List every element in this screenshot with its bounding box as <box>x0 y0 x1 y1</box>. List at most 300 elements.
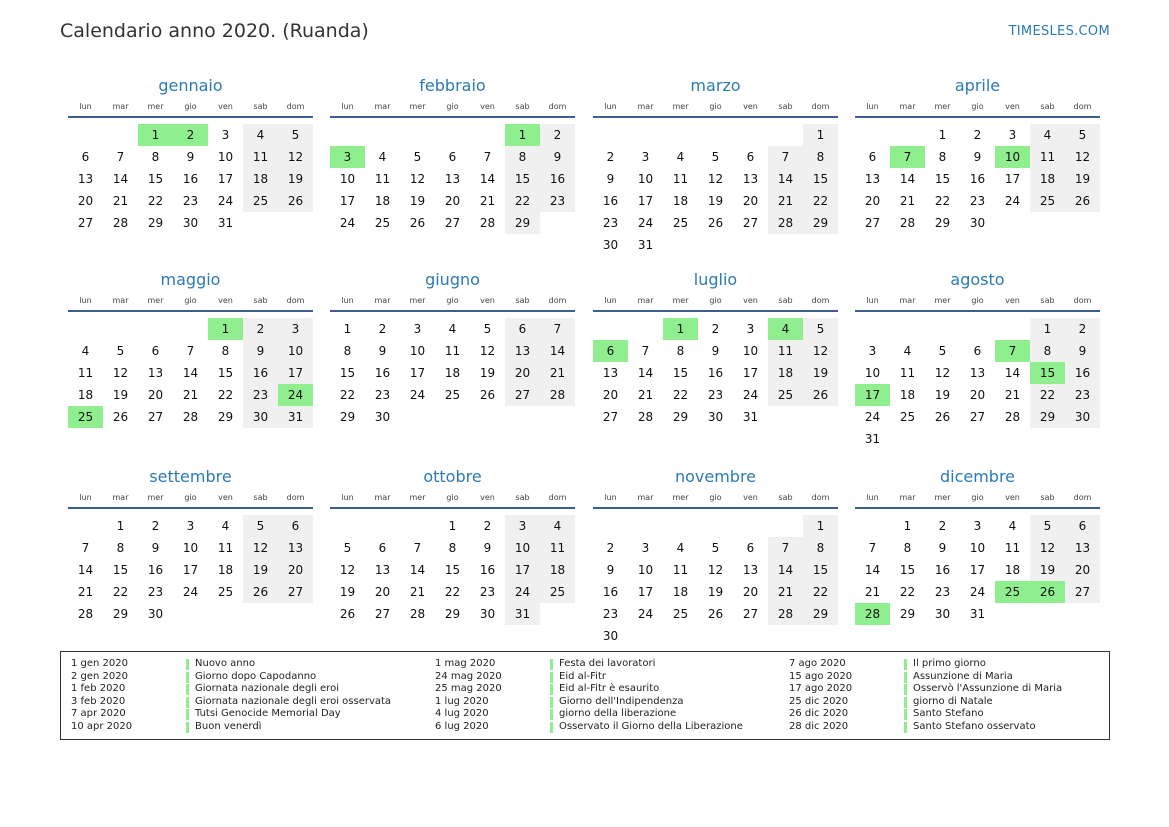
legend-date: 10 apr 2020 <box>71 720 133 732</box>
day-cell: 20 <box>742 194 759 208</box>
day-cell: 18 <box>374 194 391 208</box>
day-cell: 28 <box>768 603 803 625</box>
day-cell: 4 <box>378 150 387 164</box>
day-cell: 1 <box>116 519 125 533</box>
day-cell: 30 <box>602 629 619 643</box>
day-cell: 24 <box>217 194 234 208</box>
day-cell: 5 <box>483 322 492 336</box>
day-cell: 20 <box>742 585 759 599</box>
day-cell: 10 <box>182 541 199 555</box>
day-cell: 23 <box>243 384 278 406</box>
day-cell: 14 <box>637 366 654 380</box>
day-cell: 2 <box>606 150 615 164</box>
legend-marker <box>904 697 907 708</box>
weekday-label: sab <box>778 296 793 305</box>
day-cell: 14 <box>768 559 803 581</box>
day-cell: 19 <box>1065 168 1100 190</box>
day-cell: 14 <box>864 563 881 577</box>
weekday-label: mer <box>409 102 426 111</box>
weekday-label: gio <box>971 493 984 502</box>
weekday-label: ven <box>1005 493 1020 502</box>
day-cell: 11 <box>77 366 94 380</box>
day-cell: 25 <box>768 384 803 406</box>
weekday-label: dom <box>286 493 305 502</box>
day-cell: 6 <box>278 515 313 537</box>
legend-entry <box>779 721 1062 734</box>
day-cell: 27 <box>505 384 540 406</box>
weekday-header <box>593 489 838 509</box>
day-cell: 2 <box>540 124 575 146</box>
day-cell: 25 <box>374 216 391 230</box>
weekday-label: gio <box>971 102 984 111</box>
page-title: Calendario anno 2020. (Ruanda) <box>60 20 369 42</box>
day-cell: 4 <box>676 541 685 555</box>
day-cell: 12 <box>112 366 129 380</box>
day-cell: 14 <box>112 172 129 186</box>
day-cell: 20 <box>864 194 881 208</box>
day-cell: 5 <box>243 515 278 537</box>
day-cell: 8 <box>676 344 685 358</box>
weekday-label: mer <box>147 493 164 502</box>
day-cell: 13 <box>864 172 881 186</box>
day-cell: 28 <box>768 212 803 234</box>
day-cell: 17 <box>339 194 356 208</box>
month-name: gennaio <box>158 76 223 95</box>
day-cell: 7 <box>768 146 803 168</box>
day-cell: 2 <box>151 519 160 533</box>
legend-holiday-name: Giorno dell'Indipendenza <box>559 695 684 707</box>
legend-holiday-name: Giornata nazionale degli eroi <box>195 683 339 695</box>
day-cell: 23 <box>602 607 619 621</box>
day-cell: 21 <box>77 585 94 599</box>
day-cell: 21 <box>768 190 803 212</box>
day-cell: 15 <box>217 366 234 380</box>
month-name: aprile <box>954 76 1001 95</box>
weekday-label: sab <box>253 296 268 305</box>
day-cell: 23 <box>707 388 724 402</box>
day-cell: 10 <box>217 150 234 164</box>
day-cell: 11 <box>672 563 689 577</box>
weekday-header <box>68 98 313 118</box>
legend-date: 1 feb 2020 <box>71 683 126 695</box>
day-cell: 22 <box>672 388 689 402</box>
weekday-label: mar <box>374 493 391 502</box>
day-cell: 7 <box>413 541 422 555</box>
day-cell: 26 <box>479 388 496 402</box>
day-cell: 16 <box>707 366 724 380</box>
day-cell: 8 <box>1030 340 1065 362</box>
day-cell: 15 <box>899 563 916 577</box>
legend-column <box>425 658 743 734</box>
day-cell: 20 <box>1065 559 1100 581</box>
day-cell: 27 <box>77 216 94 230</box>
day-cell: 1 <box>803 124 838 146</box>
holiday-day-cell: 4 <box>768 318 803 340</box>
day-cell: 18 <box>540 559 575 581</box>
legend-column <box>779 658 1062 734</box>
weekday-label: sab <box>1040 493 1055 502</box>
day-cell: 8 <box>803 146 838 168</box>
day-cell: 17 <box>182 563 199 577</box>
day-cell: 17 <box>505 559 540 581</box>
weekday-header <box>68 292 313 312</box>
day-cell: 24 <box>182 585 199 599</box>
day-cell: 29 <box>1030 406 1065 428</box>
weekday-label: mar <box>374 296 391 305</box>
day-cell: 23 <box>969 194 986 208</box>
weekday-label: mer <box>934 493 951 502</box>
day-cell: 28 <box>637 410 654 424</box>
day-cell: 4 <box>1030 124 1065 146</box>
day-cell: 21 <box>768 581 803 603</box>
day-cell: 16 <box>479 563 496 577</box>
day-cell: 24 <box>864 410 881 424</box>
weekday-label: lun <box>866 102 879 111</box>
day-cell: 22 <box>339 388 356 402</box>
day-cell: 31 <box>742 410 759 424</box>
holiday-day-cell: 1 <box>505 124 540 146</box>
brand-link[interactable]: TIMESLES.COM <box>1008 24 1110 39</box>
day-cell: 6 <box>505 318 540 340</box>
weekday-label: mer <box>934 296 951 305</box>
day-cell: 16 <box>602 585 619 599</box>
weekday-label: ven <box>218 493 233 502</box>
day-cell: 31 <box>505 603 540 625</box>
weekday-label: ven <box>1005 296 1020 305</box>
day-grid <box>855 515 1100 625</box>
day-cell: 6 <box>448 150 457 164</box>
day-cell: 16 <box>1065 362 1100 384</box>
weekday-label: lun <box>79 493 92 502</box>
day-cell: 11 <box>1030 146 1065 168</box>
day-cell: 5 <box>711 541 720 555</box>
weekday-header <box>593 98 838 118</box>
day-grid <box>330 515 575 625</box>
day-cell: 10 <box>864 366 881 380</box>
legend-marker <box>186 659 189 670</box>
day-cell: 13 <box>278 537 313 559</box>
day-cell: 5 <box>116 344 125 358</box>
legend-entry <box>61 658 391 671</box>
day-cell: 17 <box>637 585 654 599</box>
day-cell: 24 <box>969 585 986 599</box>
day-cell: 2 <box>1065 318 1100 340</box>
weekday-label: gio <box>709 493 722 502</box>
day-cell: 2 <box>243 318 278 340</box>
day-cell: 17 <box>969 563 986 577</box>
day-cell: 30 <box>243 406 278 428</box>
legend-date: 24 mag 2020 <box>435 670 502 682</box>
day-cell: 27 <box>969 410 986 424</box>
weekday-header <box>330 98 575 118</box>
legend-marker <box>550 697 553 708</box>
day-cell: 4 <box>243 124 278 146</box>
weekday-label: sab <box>1040 296 1055 305</box>
legend-holiday-name: Buon venerdì <box>195 720 262 732</box>
weekday-label: mer <box>147 102 164 111</box>
day-cell: 20 <box>374 585 391 599</box>
month-name: febbraio <box>419 76 486 95</box>
weekday-label: mer <box>409 296 426 305</box>
weekday-label: ven <box>480 296 495 305</box>
legend-entry <box>61 671 391 684</box>
day-cell: 27 <box>1065 581 1100 603</box>
legend-entry <box>779 658 1062 671</box>
weekday-label: gio <box>446 102 459 111</box>
legend-marker <box>186 684 189 695</box>
day-cell: 22 <box>803 581 838 603</box>
weekday-label: mar <box>374 102 391 111</box>
day-cell: 24 <box>742 388 759 402</box>
weekday-label: mar <box>637 493 654 502</box>
legend-holiday-name: Festa dei lavoratori <box>559 658 656 669</box>
day-cell: 23 <box>182 194 199 208</box>
day-cell: 18 <box>899 388 916 402</box>
month-agosto <box>855 270 1100 450</box>
legend-entry <box>425 683 743 696</box>
weekday-label: dom <box>548 296 567 305</box>
day-cell: 23 <box>602 216 619 230</box>
legend-holiday-name: Osservato il Giorno della Liberazione <box>559 720 743 732</box>
weekday-label: lun <box>604 296 617 305</box>
legend-holiday-name: Eid al-Fitr è esaurito <box>559 683 660 695</box>
legend-marker <box>550 709 553 720</box>
day-cell: 16 <box>243 362 278 384</box>
day-cell: 13 <box>444 172 461 186</box>
weekday-label: ven <box>743 102 758 111</box>
day-cell: 12 <box>707 172 724 186</box>
weekday-header <box>330 292 575 312</box>
day-cell: 24 <box>637 607 654 621</box>
day-cell: 2 <box>938 519 947 533</box>
weekday-label: mar <box>637 296 654 305</box>
day-cell: 30 <box>707 410 724 424</box>
day-cell: 21 <box>182 388 199 402</box>
weekday-label: sab <box>515 296 530 305</box>
day-cell: 12 <box>1065 146 1100 168</box>
weekday-label: lun <box>79 296 92 305</box>
legend-date: 6 lug 2020 <box>435 720 489 732</box>
day-cell: 11 <box>374 172 391 186</box>
day-cell: 21 <box>409 585 426 599</box>
holiday-day-cell: 2 <box>173 124 208 146</box>
day-cell: 26 <box>278 190 313 212</box>
weekday-header <box>855 489 1100 509</box>
holiday-day-cell: 7 <box>995 340 1030 362</box>
day-cell: 21 <box>864 585 881 599</box>
day-cell: 11 <box>1004 541 1021 555</box>
day-cell: 18 <box>243 168 278 190</box>
weekday-label: mer <box>672 493 689 502</box>
day-cell: 27 <box>374 607 391 621</box>
weekday-label: dom <box>1073 296 1092 305</box>
legend-holiday-name: Assunzione di Maria <box>913 670 1013 682</box>
legend-holiday-name: Santo Stefano osservato <box>913 720 1036 732</box>
weekday-header <box>68 489 313 509</box>
legend-date: 25 mag 2020 <box>435 683 502 695</box>
day-cell: 21 <box>479 194 496 208</box>
day-cell: 3 <box>746 322 755 336</box>
weekday-label: gio <box>184 102 197 111</box>
day-cell: 19 <box>707 194 724 208</box>
weekday-label: gio <box>184 493 197 502</box>
day-cell: 29 <box>217 410 234 424</box>
holiday-day-cell: 1 <box>663 318 698 340</box>
day-cell: 7 <box>868 541 877 555</box>
legend-marker <box>904 722 907 733</box>
month-febbraio <box>330 76 575 234</box>
day-cell: 12 <box>707 563 724 577</box>
day-cell: 9 <box>151 541 160 555</box>
weekday-label: dom <box>286 102 305 111</box>
day-cell: 10 <box>637 172 654 186</box>
weekday-label: sab <box>1040 102 1055 111</box>
day-cell: 17 <box>637 194 654 208</box>
day-cell: 1 <box>803 515 838 537</box>
legend-holiday-name: Tutsi Genocide Memorial Day <box>195 708 341 720</box>
day-cell: 7 <box>483 150 492 164</box>
day-cell: 12 <box>934 366 951 380</box>
day-cell: 17 <box>742 366 759 380</box>
day-cell: 5 <box>1030 515 1065 537</box>
day-cell: 12 <box>339 563 356 577</box>
day-cell: 8 <box>803 537 838 559</box>
weekday-label: dom <box>811 102 830 111</box>
legend-marker <box>550 722 553 733</box>
day-cell: 13 <box>1065 537 1100 559</box>
day-cell: 7 <box>81 541 90 555</box>
day-cell: 23 <box>374 388 391 402</box>
weekday-label: ven <box>743 296 758 305</box>
day-cell: 15 <box>934 172 951 186</box>
weekday-label: mar <box>112 493 129 502</box>
weekday-label: lun <box>79 102 92 111</box>
day-cell: 27 <box>742 216 759 230</box>
day-cell: 11 <box>672 172 689 186</box>
weekday-label: mar <box>112 102 129 111</box>
legend-entry <box>61 696 391 709</box>
legend-marker <box>550 684 553 695</box>
month-name: marzo <box>690 76 741 95</box>
day-cell: 28 <box>409 607 426 621</box>
day-cell: 11 <box>540 537 575 559</box>
day-cell: 9 <box>186 150 195 164</box>
day-cell: 23 <box>540 190 575 212</box>
day-cell: 28 <box>479 216 496 230</box>
day-cell: 8 <box>903 541 912 555</box>
day-cell: 21 <box>1004 388 1021 402</box>
day-cell: 16 <box>147 563 164 577</box>
day-cell: 26 <box>339 607 356 621</box>
day-cell: 2 <box>483 519 492 533</box>
weekday-label: dom <box>1073 493 1092 502</box>
legend-marker <box>904 659 907 670</box>
day-cell: 9 <box>711 344 720 358</box>
legend-marker <box>186 709 189 720</box>
day-cell: 27 <box>602 410 619 424</box>
day-cell: 19 <box>243 559 278 581</box>
weekday-label: lun <box>341 102 354 111</box>
day-cell: 16 <box>602 194 619 208</box>
day-cell: 26 <box>112 410 129 424</box>
day-cell: 5 <box>803 318 838 340</box>
day-cell: 6 <box>973 344 982 358</box>
day-cell: 17 <box>1004 172 1021 186</box>
day-cell: 13 <box>374 563 391 577</box>
day-cell: 15 <box>803 559 838 581</box>
month-name: ottobre <box>423 467 482 486</box>
month-name: novembre <box>674 467 757 486</box>
day-cell: 27 <box>742 607 759 621</box>
day-cell: 30 <box>1065 406 1100 428</box>
day-cell: 22 <box>899 585 916 599</box>
day-cell: 22 <box>147 194 164 208</box>
day-cell: 29 <box>505 212 540 234</box>
holiday-day-cell: 25 <box>68 406 103 428</box>
day-cell: 1 <box>938 128 947 142</box>
day-cell: 19 <box>339 585 356 599</box>
day-cell: 22 <box>444 585 461 599</box>
day-cell: 30 <box>969 216 986 230</box>
weekday-header <box>855 292 1100 312</box>
weekday-label: mar <box>899 493 916 502</box>
weekday-label: lun <box>866 493 879 502</box>
day-cell: 10 <box>637 563 654 577</box>
day-cell: 10 <box>339 172 356 186</box>
weekday-label: ven <box>480 493 495 502</box>
day-cell: 8 <box>151 150 160 164</box>
day-cell: 1 <box>448 519 457 533</box>
day-cell: 4 <box>676 150 685 164</box>
day-cell: 31 <box>637 238 654 252</box>
weekday-label: ven <box>480 102 495 111</box>
month-settembre <box>68 467 313 625</box>
legend-date: 17 ago 2020 <box>789 683 853 695</box>
legend-date: 28 dic 2020 <box>789 720 849 732</box>
legend-date: 7 apr 2020 <box>71 708 126 720</box>
legend-date: 1 gen 2020 <box>71 658 129 669</box>
day-cell: 26 <box>409 216 426 230</box>
day-grid <box>68 515 313 625</box>
day-cell: 15 <box>444 563 461 577</box>
day-cell: 19 <box>707 585 724 599</box>
legend-date: 26 dic 2020 <box>789 708 849 720</box>
day-cell: 13 <box>969 366 986 380</box>
day-cell: 12 <box>479 344 496 358</box>
day-cell: 13 <box>602 366 619 380</box>
day-cell: 6 <box>151 344 160 358</box>
legend-entry <box>779 708 1062 721</box>
day-cell: 1 <box>1030 318 1065 340</box>
day-cell: 20 <box>147 388 164 402</box>
day-cell: 12 <box>409 172 426 186</box>
day-cell: 15 <box>505 168 540 190</box>
month-name: maggio <box>160 270 221 289</box>
weekday-label: gio <box>446 296 459 305</box>
day-cell: 9 <box>540 146 575 168</box>
day-cell: 14 <box>768 168 803 190</box>
day-cell: 11 <box>444 344 461 358</box>
day-cell: 8 <box>343 344 352 358</box>
day-cell: 23 <box>147 585 164 599</box>
legend-marker <box>186 722 189 733</box>
day-cell: 8 <box>221 344 230 358</box>
weekday-label: ven <box>743 493 758 502</box>
legend-entry <box>425 658 743 671</box>
legend-entry <box>61 721 391 734</box>
day-cell: 20 <box>969 388 986 402</box>
legend-marker <box>550 672 553 683</box>
